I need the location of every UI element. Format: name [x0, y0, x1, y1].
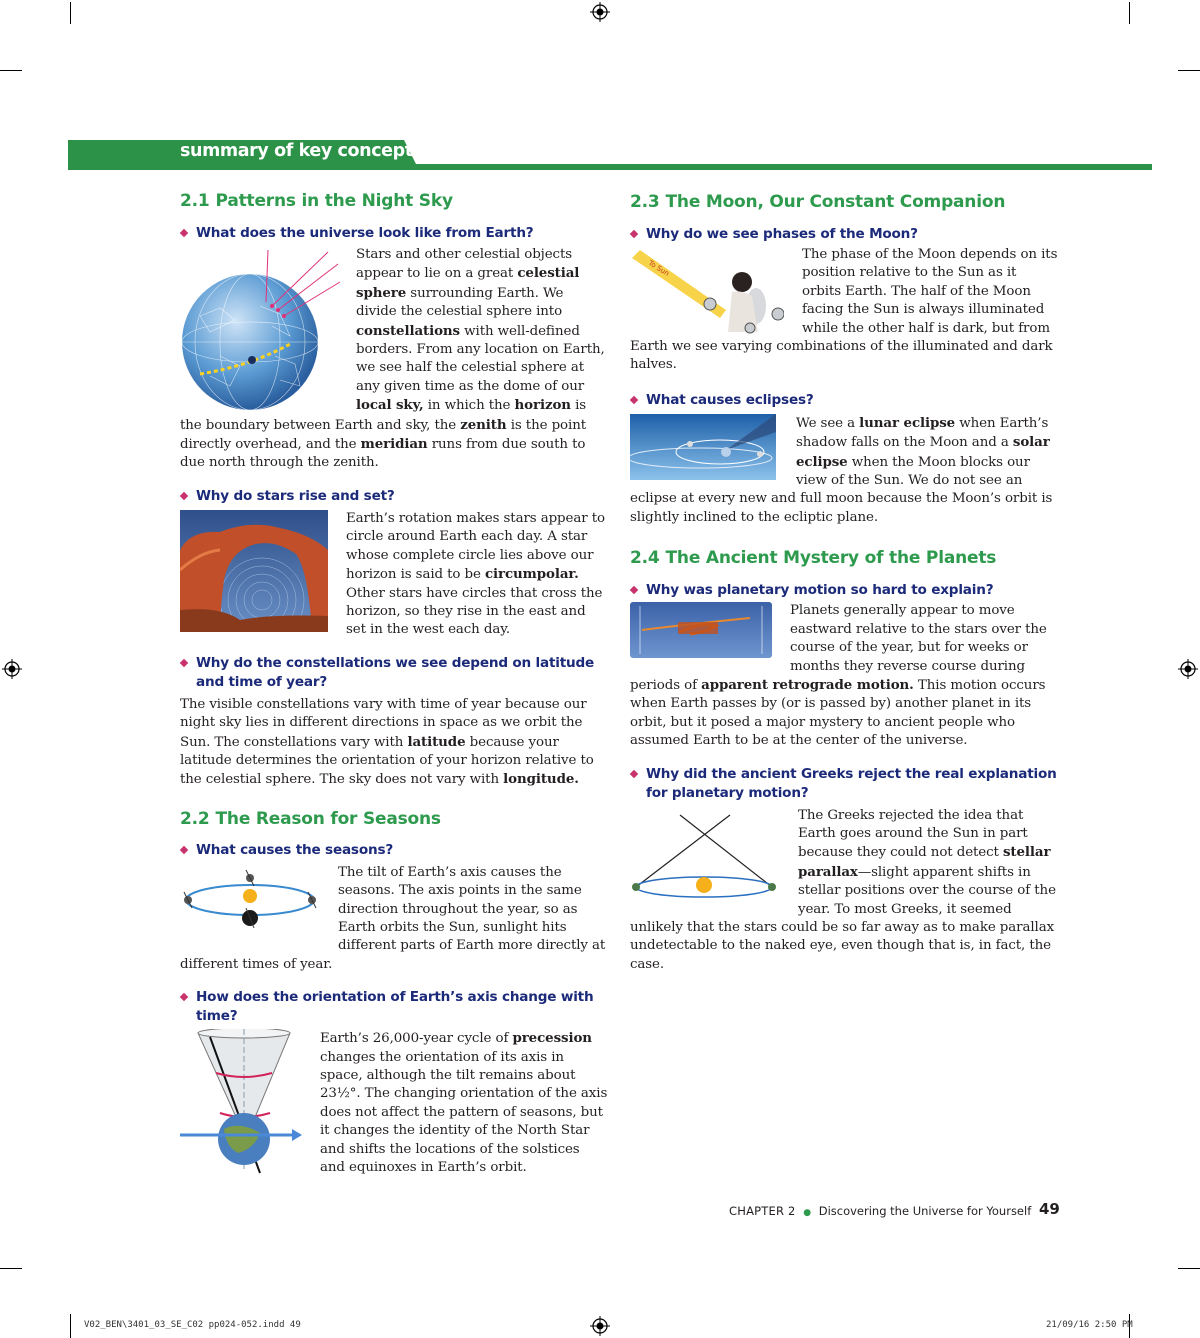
section-title-2-2: 2.2 The Reason for Seasons	[180, 808, 441, 829]
page-number: 49	[1039, 1200, 1060, 1218]
question-heading: What causes eclipses?	[630, 391, 1058, 410]
crop-mark	[1129, 2, 1130, 24]
answer-text: The tilt of Earth’s axis causes the seasons. The axis points in the same direction throughout the year, so as Earth orbits the Sun, sunlight hits different parts of Earth more directly at different times of year.	[180, 864, 606, 972]
section-title-2-4: 2.4 The Ancient Mystery of the Planets	[630, 548, 997, 569]
stellar-parallax-figure	[630, 807, 780, 903]
answer-text: The phase of the Moon depends on its position relative to the Sun as it orbits Earth. The half of the Moon facing the Sun is always illuminated while the other half is dark, but from Earth we see varying combinations of the illuminated and dark halves.	[630, 247, 1058, 373]
crop-mark	[0, 1268, 22, 1269]
registration-mark-icon	[2, 659, 22, 679]
chapter-title: Discovering the Universe for Yourself	[818, 1204, 1032, 1218]
key-term: constellations	[356, 322, 460, 339]
key-term: apparent retrograde motion.	[701, 676, 914, 693]
footer-bullet: ●	[803, 1208, 812, 1218]
answer-text: Earth’s rotation makes stars appear to circle around Earth each day. A star whose complete circle lies above our horizon is said to be circumpolar. Other stars have circles that cross the horizon, so they rise in the east and set in the west each day.	[346, 510, 605, 638]
key-term: precession	[512, 1030, 592, 1047]
question-heading: Why do we see phases of the Moon?	[630, 225, 1058, 244]
key-term: circumpolar.	[485, 566, 579, 583]
retrograde-motion-figure	[630, 602, 772, 658]
precession-figure	[180, 1029, 302, 1177]
key-term: latitude	[407, 733, 466, 750]
question-heading: Why did the ancient Greeks reject the real explanation for planetary motion?	[630, 765, 1058, 803]
answer-text: The Greeks rejected the idea that Earth goes around the Sun in part because they could not detect stellar parallax—slight apparent shifts in stellar positions over the course of the year. To most Greeks, it seemed unlikely that the stars could be so far away as to make parallax undetectable to the naked eye, even though that is, in fact, the case.	[630, 807, 1056, 972]
to-sun-label: To Sun	[646, 258, 671, 278]
answer-text: We see a lunar eclipse when Earth’s shadow falls on the Moon and a solar eclipse when the Moon blocks our view of the Sun. We do not see an eclipse at every new and full moon because the Moon’s orbit is slightly inclined to the ecliptic plane.	[630, 414, 1053, 525]
moon-phases-figure	[630, 246, 784, 336]
banner-title: summary of key concepts	[180, 141, 423, 161]
registration-mark-icon	[590, 1316, 610, 1336]
key-term: zenith	[460, 416, 507, 433]
key-term: lunar eclipse	[859, 414, 956, 431]
question-heading: Why do the constellations we see depend on latitude and time of year?	[180, 654, 608, 692]
answer-text: The visible constellations vary with time of year because our night sky lies in different directions in space as we orbit the Sun. The constellations vary with latitude because your latitude determines the orientation of your horizon relative to the celestial sphere. The sky does not vary with longitude.	[180, 696, 594, 788]
running-footer	[729, 1204, 1031, 1218]
crop-mark	[70, 1314, 71, 1338]
answer-text: Stars and other celestial objects appear to lie on a great celestial sphere surrounding Earth. We divide the celestial sphere into constellations with well-defined borders. From any location on Earth, we see half the celestial sphere at any given time as the dome of our local sky, in which the horizon is the boundary between Earth and sky, the zenith is the point directly overhead, and the meridian runs from due south to due north through the zenith.	[180, 247, 605, 471]
right-column	[630, 191, 1058, 974]
seasons-orbit-figure	[180, 864, 320, 936]
question-heading: How does the orientation of Earth’s axis change with time?	[180, 988, 608, 1026]
key-term: meridian	[360, 436, 428, 453]
slug-file-info: V02_BEN\3401_03_SE_C02 pp024-052.indd 49	[84, 1320, 301, 1330]
section-title-2-1: 2.1 Patterns in the Night Sky	[180, 191, 453, 211]
left-column	[180, 190, 608, 1179]
slug-timestamp: 21/09/16 2:50 PM	[1046, 1320, 1133, 1330]
question-heading: What does the universe look like from Earth?	[180, 224, 608, 243]
crop-mark	[1178, 70, 1200, 71]
registration-mark-icon	[590, 2, 610, 22]
key-term: celestial sphere	[356, 265, 580, 301]
celestial-sphere-figure	[180, 246, 344, 412]
chapter-label: CHAPTER 2	[729, 1204, 796, 1218]
answer-text: Planets generally appear to move eastward relative to the stars over the course of the year, but for weeks or months they reverse course during periods of apparent retrograde motion. This motion occurs when Earth passes by (or is passed by) another planet in its orbit, but it posed a major mystery to ancient people who assumed Earth to be at the center of the universe.	[630, 603, 1047, 749]
eclipse-figure	[630, 414, 776, 480]
question-heading: Why do stars rise and set?	[180, 487, 608, 506]
key-term: longitude.	[503, 771, 579, 788]
delicate-arch-star-trails-photo	[180, 510, 328, 632]
key-term: stellar parallax	[798, 844, 1051, 880]
crop-mark	[1178, 1268, 1200, 1269]
key-term: horizon	[514, 397, 571, 414]
section-title-2-3: 2.3 The Moon, Our Constant Companion	[630, 192, 1006, 212]
question-heading: Why was planetary motion so hard to explain?	[630, 581, 1058, 600]
key-term: local sky,	[356, 397, 424, 414]
registration-mark-icon	[1178, 659, 1198, 679]
question-heading: What causes the seasons?	[180, 841, 608, 860]
key-term: solar eclipse	[796, 434, 1050, 470]
answer-text: Earth’s 26,000-year cycle of precession changes the orientation of its axis in space, although the tilt remains about 23½°. The changing orientation of the axis does not affect the pattern of seasons, but it changes the identity of the North Star and shifts the locations of the solstices and equinoxes in Earth’s orbit.	[320, 1030, 608, 1176]
crop-mark	[0, 70, 22, 71]
crop-mark	[70, 2, 71, 24]
